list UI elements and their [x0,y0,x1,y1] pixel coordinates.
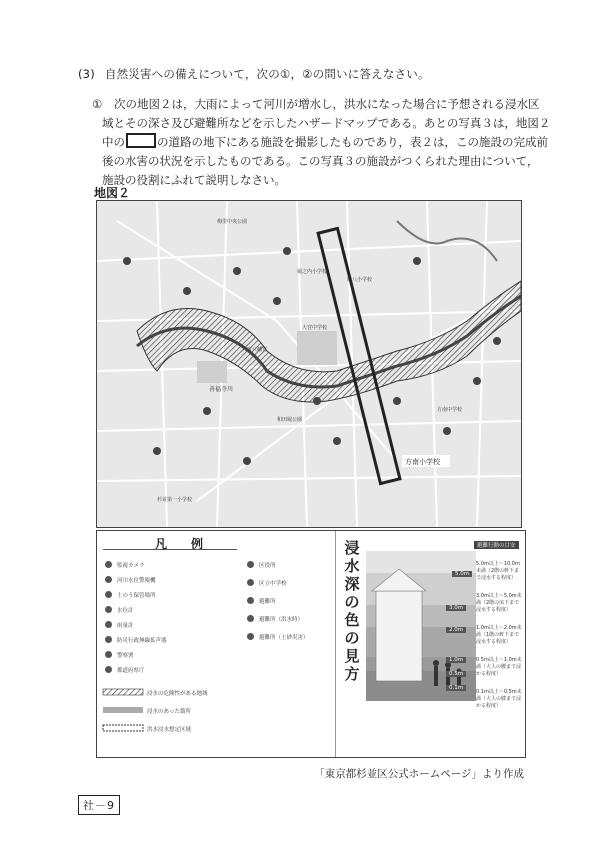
legend-item: 区役所 [259,563,276,569]
depth-value: 0.1m [446,685,466,691]
depth-guide-title: 浸水深の色の見方 [344,539,360,683]
legend-item: 避難所（洪水時） [259,617,304,623]
source-note: 「東京都杉並区公式ホームページ」より作成 [314,768,524,780]
water-gauge-icon [105,606,112,613]
map-label: 杉並第一小学校 [157,497,193,503]
map-title: 地図２ [94,186,131,200]
subquestion-line-2: 域とその深さ及び避難所などを示したハザードマップである。あとの写真３は，地図２ [102,116,551,130]
school-label: 方南小学校 [405,458,440,466]
speaker-icon [105,636,112,643]
legend-facilities [243,531,335,757]
park-area-2 [197,361,227,383]
sandbag-icon [105,591,112,598]
map-label: 梅里中央公園 [217,219,248,225]
ward-office-icon [247,561,254,568]
legend-item: 警察署 [117,653,134,659]
question-text: 自然災害への備えについて，次の①，②の問いに答えなさい。 [104,67,430,81]
legend-item: 土のう保管場所 [117,593,156,599]
legend-item: 避難所 [259,599,276,605]
legend-item: 浸水の危険性がある地域 [147,691,208,697]
legend-item: 河川水位警報機 [117,578,156,584]
shelter-landslide-icon [247,633,254,640]
park-area [297,331,337,365]
government-icon [105,666,112,673]
question-heading [78,66,430,82]
shelter-icon [247,597,254,604]
legend-item: 水位計 [117,608,134,614]
legend-item: 雨量計 [117,623,134,629]
legend-item: 洪水浸水想定区域 [147,727,192,733]
page-number: 社－9 [78,795,120,815]
map-label: 方南中学校 [437,407,463,413]
depth-value: 5.0m [452,571,472,577]
map-label: 大宮中学校 [302,325,328,331]
subquestion-line-1: 次の地図２は，大雨によって河川が増水し，洪水になった場合に予想される浸水区 [114,97,540,111]
depth-desc: 0.5m以上～1.0m未満（大人の腰まで浸かる程度） [476,657,522,677]
legend-item: 避難所（土砂災害） [259,635,309,641]
subquestion-line-3b: の道路の地下にある施設を撮影したものであり，表２は，この施設の完成前 [157,135,548,149]
legend-divider [103,549,237,550]
hazard-map-svg [97,201,521,527]
subquestion-marker: ① [92,97,103,111]
depth-desc: 0.1m以上～0.5m未満（大人の膝まで浸かる程度） [476,689,522,709]
subquestion-line-5: 施設の役割にふれて説明しなさい。 [102,173,286,187]
river-label: 善福寺川 [209,386,234,393]
police-icon [105,651,112,658]
legend-item: 区立中学校 [259,581,287,587]
subquestion-line-3a: 中の [102,135,125,149]
subquestion-block [92,95,551,190]
legend-panel [96,530,526,758]
question-number: (3) [78,67,95,81]
camera-icon [105,561,112,568]
depth-guide [335,531,524,757]
map-label: 堀之内小学校 [297,269,328,275]
alarm-icon [105,576,112,583]
map-label: 和田堀公園 [277,417,303,423]
legend-symbols [97,531,243,757]
inline-box-symbol [126,133,156,148]
subquestion-line-3 [92,133,548,152]
depth-value: 2.0m [446,627,466,633]
legend-item: 防災行政無線拡声器 [117,638,167,644]
depth-desc: 3.0m以上～5.0m未満（2階の床下まで浸水する程度） [476,593,522,613]
depth-value: 3.0m [446,605,466,611]
legend-title: 凡 例 [155,537,210,551]
shelter-flood-icon [247,615,254,622]
subquestion-line-4: 後の水害の状況を示したものである。この写真３の施設がつくられた理由について， [102,154,539,168]
legend-item: 監視カメラ [117,563,145,569]
hazard-map [96,200,522,528]
school-icon [247,579,254,586]
depth-value: 0.5m [446,671,466,677]
map-label: 大宮八幡宮 [242,347,268,353]
depth-desc: 1.0m以上～2.0m未満（1階の軒下まで浸水する程度） [476,625,522,645]
map-label: 塩八小学校 [347,277,373,283]
guide-title: 避難行動の目安 [474,541,519,549]
depth-desc: 5.0m以上～10.0m未満（2階の軒下まで浸水する程度） [476,561,520,581]
legend-item: 都道府県庁 [117,668,145,674]
rain-gauge-icon [105,621,112,628]
depth-value: 1.0m [446,657,466,663]
legend-item: 浸水のあった箇所 [147,709,191,715]
